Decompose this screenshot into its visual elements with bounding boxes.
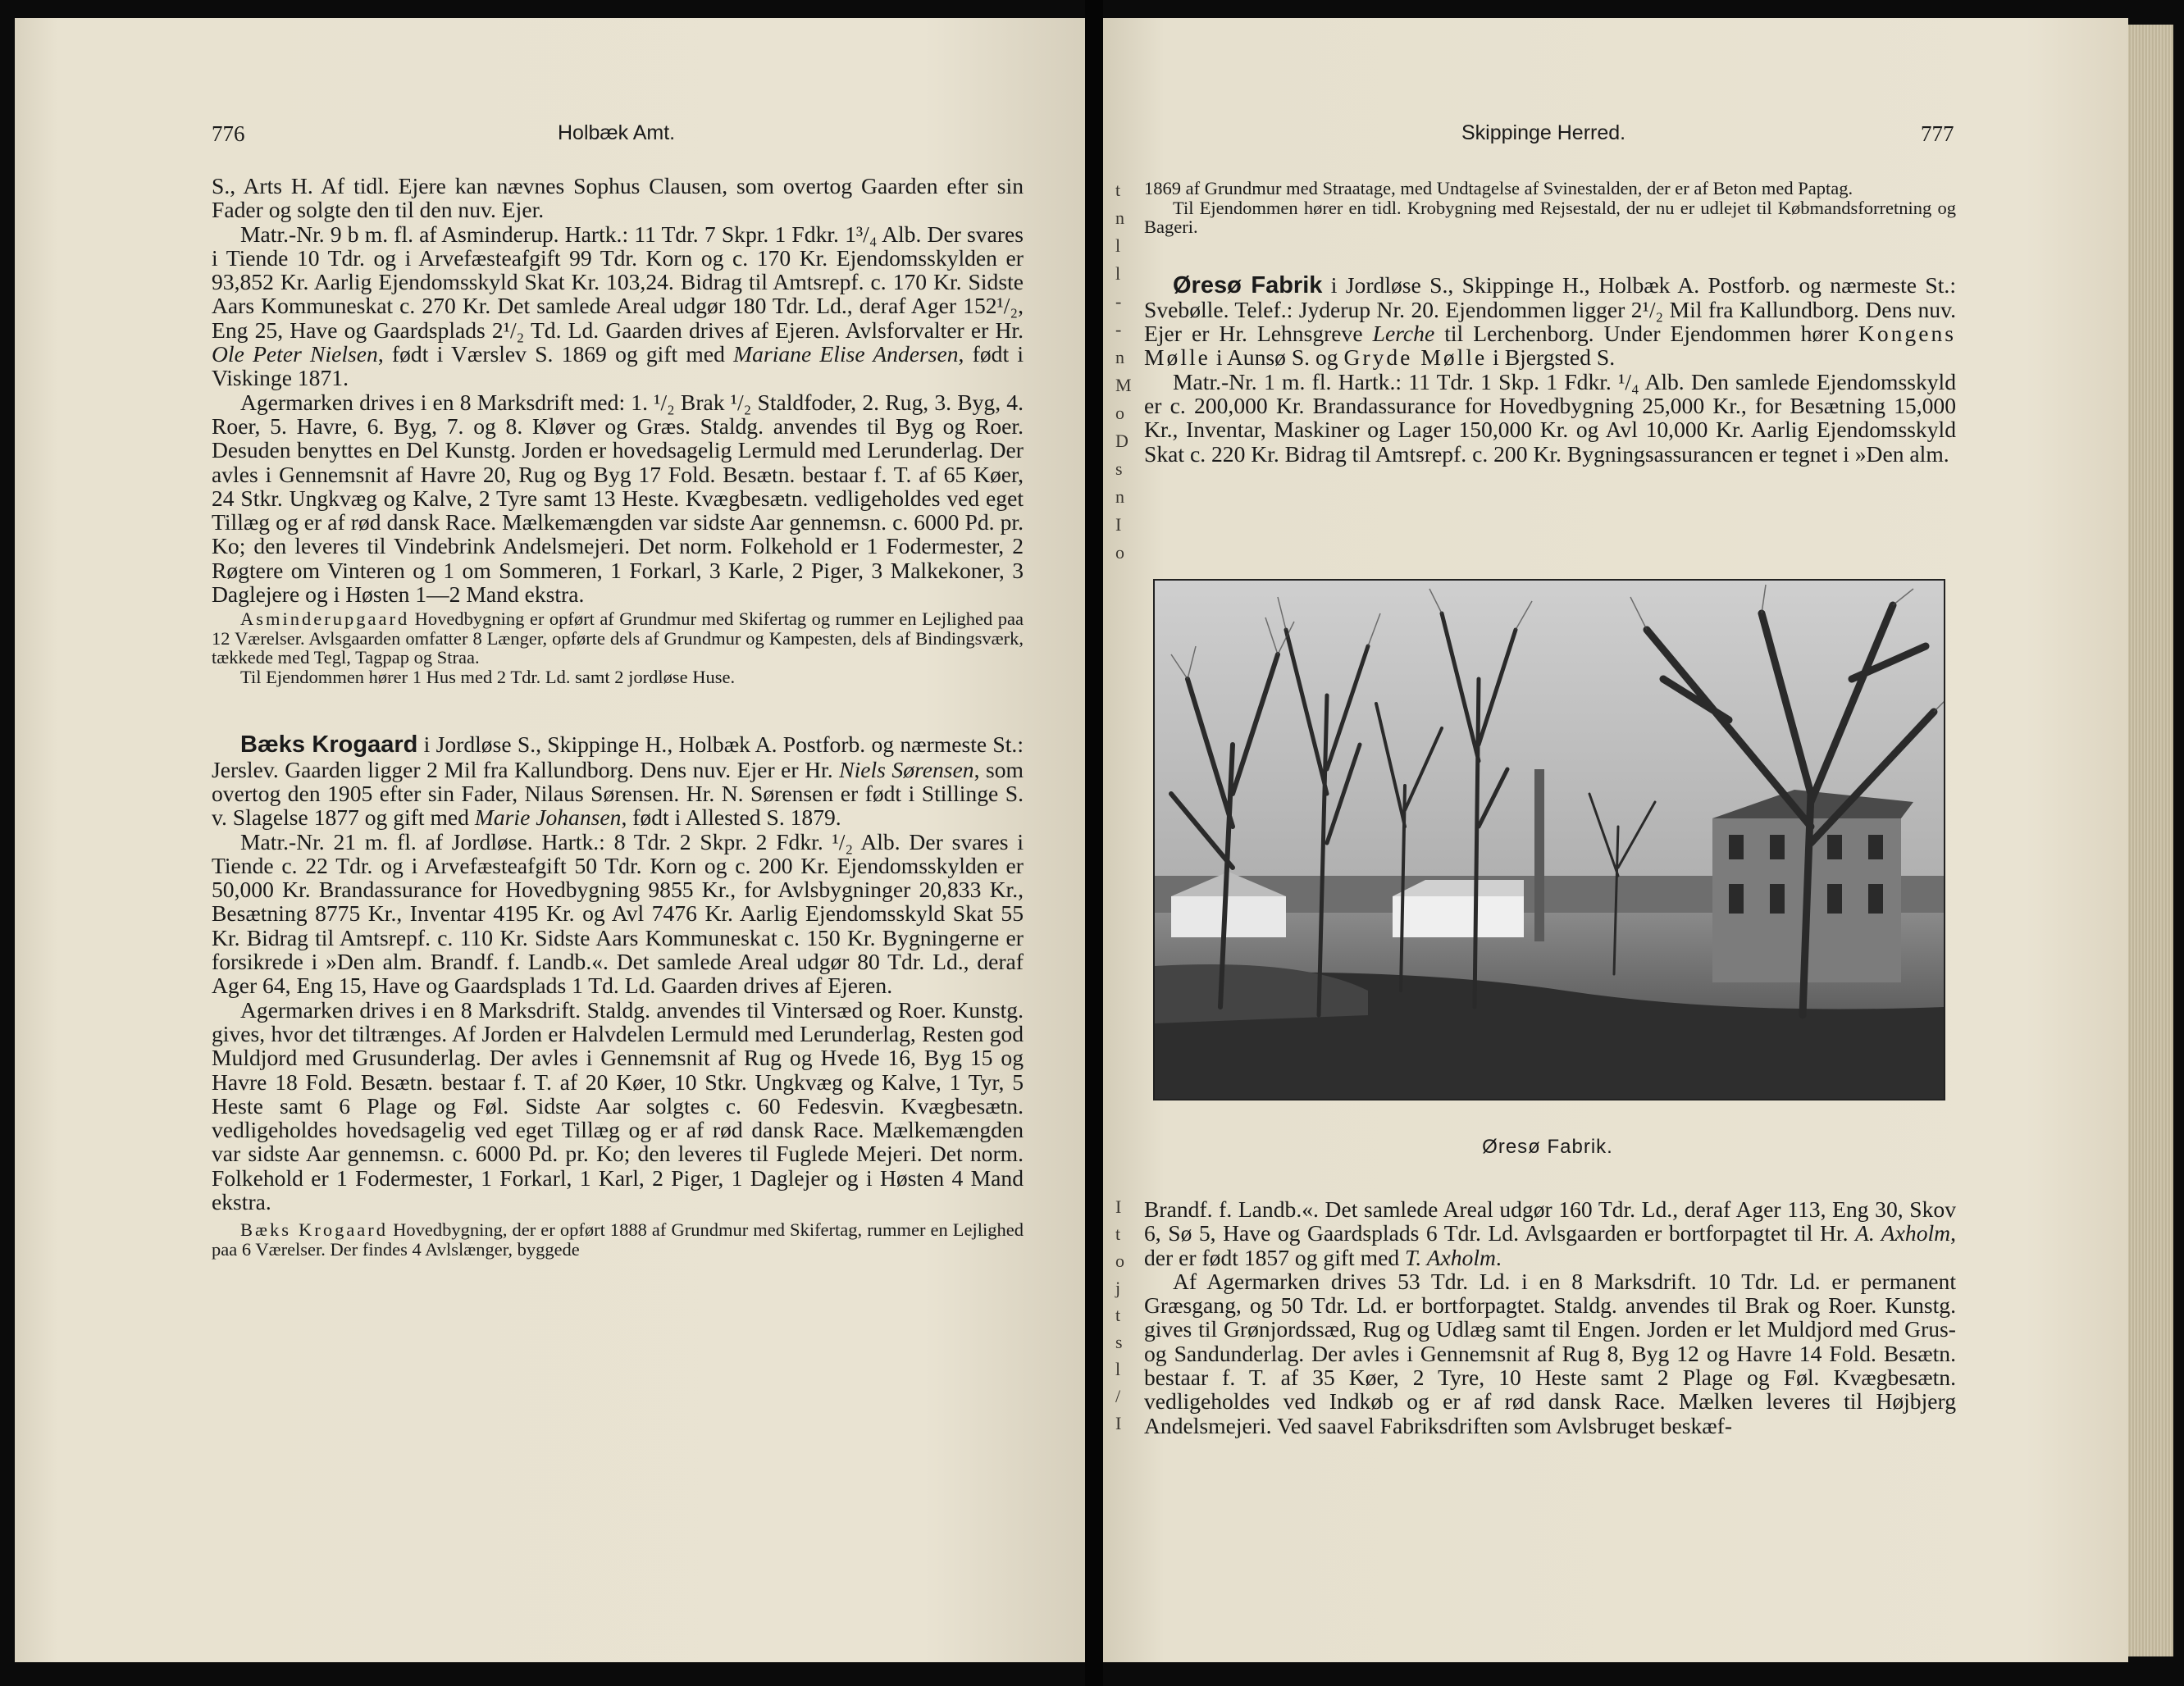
small-note: 1869 af Grundmur med Straatage, med Undtagelse af Svinestalden, der er af Beton med Paptag. Til Ejendommen hører en tidl. Krobygning med Rejsestald, der nu er udlejet til Købmandsforretning og Bageri.: [1144, 178, 1956, 237]
paragraph: Agermarken drives i en 8 Marksdrift. Staldg. anvendes til Vintersæd og Roer. Kunstg. gives, hvor det tiltrænges. Af Jorden er Halvdelen Lermuld med Lerunderlag, Resten god Muldjord med Grusunderlag. Der avles i Gennemsnit af Rug og Hvede 16, Byg 15 og Havre 18 Fold. Besætn. bestaar f. T. af 20 Køer, 10 Stkr. Ungkvæg og Kalve, 1 Tyr, 5 Heste samt 6 Plage og Føl. Sidste Aar solgtes c. 60 Fedesvin. Kvægbesætn. vedligeholdes hovedsagelig ved eget Tillæg og er af rød dansk Race. Mælkemængden var sidste Aar gennemsn. c. 6000 Pd. pr. Ko; den leveres til Fuglede Mejeri. Det norm. Folkehold er 1 Fodermester, 1 Forkarl, 1 Karl, 2 Piger, 1 Daglejer og i Høsten 4 Mand ekstra.: [212, 996, 1024, 1214]
paragraph: Matr.-Nr. 1 m. fl. Hartk.: 11 Tdr. 1 Skp. 1 Fdkr. ¹/₄ Alb. Den samlede Ejendomsskyld er c. 200,000 Kr. Brandassurance for Hovedbygning 25,000 Kr., for Besætning 15,000 Kr., Inventar, Maskiner og Lager 150,000 Kr. og Avl 10,000 Kr. Aarlig Ejendomsskyld Skat c. 220 Kr. Bidrag til Amtsrepf. c. 200 Kr. Bygningsassurancen er tegnet i »Den alm.: [1144, 368, 1956, 467]
right-column-bottom: [1144, 1197, 1956, 1438]
person-name: Ole Peter Nielsen: [212, 341, 378, 367]
small-note: Asminderupgaard Hovedbygning er opført af Grundmur med Skifertag og rummer en Lejlighed paa 12 Værelser. Avlsgaarden omfatter 8 Længer, opførte dels af Grundmur og Kampesten, dels af Bindingsværk, tækkede med Tegl, Tagpap og Straa. Til Ejendommen hører 1 Hus med 2 Tdr. Ld. samt 2 jordløse Huse.: [212, 608, 1024, 687]
paragraph: Brandf. f. Landb.«. Det samlede Areal udgør 160 Tdr. Ld., deraf Ager 113, Eng 30, Skov 6, Sø 5, Have og Gaardsplads 6 Tdr. Ld. Avlsgaarden er bortforpagtet til Hr. A. Axholm, der er født 1857 og gift med T. Axholm.: [1144, 1196, 1956, 1270]
paragraph: Øresø Fabrik i Jordløse S., Skippinge H., Holbæk A. Postforb. og nærmeste St.: Svebølle. Telef.: Jyderup Nr. 20. Ejendommen ligger 2¹/₂ Mil fra Kallundborg. Dens nuv. Ejer er Hr. Lehnsgreve Lerche til Lerchenborg. Under Ejendommen hører Kongens Mølle i Aunsø S. og Gryde Mølle i Bjergsted S.: [1144, 271, 1956, 371]
paragraph: S., Arts H. Af tidl. Ejere kan nævnes Sophus Clausen, som overtog Gaarden efter sin Fader og solgte den til den nuv. Ejer.: [212, 173, 1024, 223]
left-column: [212, 174, 1024, 1259]
paragraph: Bæks Krogaard i Jordløse S., Skippinge H., Holbæk A. Postforb. og nærmeste St.: Jerslev. Gaarden ligger 2 Mil fra Kallundborg. Dens nuv. Ejer er Hr. Niels Sørensen, som overtog den 1905 efter sin Fader, Nilaus Sørensen. Hr. N. Sørensen er født i Stillinge S. v. Slagelse 1877 og gift med Marie Johansen, født i Allested S. 1879.: [212, 731, 1024, 831]
running-head-left: Holbæk Amt.: [558, 121, 676, 144]
paragraph: Agermarken drives i en 8 Marksdrift med: 1. ¹/₂ Brak ¹/₂ Staldfoder, 2. Rug, 3. Byg, 4. Roer, 5. Havre, 6. Byg, 7. og 8. Kløver og Græs. Staldg. anvendes til Byg og Roer. Desuden benyttes en Del Kunstg. Jorden er hovedsagelig Lermuld med Lerunderlag. Der avles i Gennemsnit af Havre 20, Rug og Byg 17 Fold. Besætn. bestaar f. T. af 65 Køer, 24 Stkr. Ungkvæg og Kalve, 2 Tyre samt 13 Heste. Kvægbesætn. vedligeholdes ved eget Tillæg og er af rød dansk Race. Mælkemængden var sidste Aar gennemsn. c. 6000 Pd. pr. Ko; den leveres til Vindebrink Andelsmejeri. Det norm. Folkehold er 1 Fodermester, 2 Røgtere om Vinteren og 1 om Sommeren, 1 Forkarl, 3 Karle, 2 Piger, 3 Malkekoner, 3 Daglejere og i Høsten 1—2 Mand ekstra.: [212, 389, 1024, 608]
margin-marks: t n l l - - n M o D s n I o: [1115, 180, 1132, 563]
small-note: Bæks Krogaard Hovedbygning, der er opført 1888 af Grundmur med Skifertag, rummer en Lejlighed paa 6 Værelser. Der findes 4 Avlslænger, byggede: [212, 1219, 1024, 1260]
person-name: Mariane Elise Andersen: [733, 341, 959, 367]
right-column-top: [1144, 179, 1956, 466]
paragraph: Matr.-Nr. 9 b m. fl. af Asminderup. Hartk.: 11 Tdr. 7 Skpr. 1 Fdkr. 1³/₄ Alb. Der svares i Tiende 10 Tdr. og i Arvefæsteafgift 99 Tdr. Korn og c. 170 Kr. Ejendomsskylden er 93,852 Kr. Aarlig Ejendomsskyld Skat Kr. 103,24. Bidrag til Amtsrepf. c. 170 Kr. Sidste Aars Kommuneskat c. 270 Kr. Det samlede Areal udgør 180 Tdr. Ld., deraf Ager 152¹/₂, Eng 25, Have og Gaardsplads 2¹/₂ Td. Ld. Gaarden drives af Ejeren. Avlsforvalter er Hr. Ole Peter Nielsen, født i Værslev S. 1869 og gift med Mariane Elise Andersen, født i Viskinge 1871.: [212, 221, 1024, 391]
section-heading: Bæks Krogaard: [240, 731, 418, 759]
gutter: [1085, 0, 1103, 1686]
paragraph: Af Agermarken drives 53 Tdr. Ld. i en 8 Marksdrift. 10 Tdr. Ld. er permanent Græsgang, og 50 Tdr. Ld. er bortforpagtet. Staldg. anvendes til Brak og Roer. Kunstg. gives til Grønjordssæd, Rug og Udlæg samt til Engen. Jorden er let Muldjord med Grus- og Sandunderlag. Der avles i Gennemsnit af Rug 8, Byg 12 og Havre 14 Fold. Besætn. bestaar f. T. af 35 Køer, 2 Tyre, 10 Heste samt 2 Plage og Føl. Kvægbesætn. vedligeholdes ved Indkøb og er af rød dansk Race. Mælken leveres til Højbjerg Andelsmejeri. Ved saavel Fabriksdriften som Avlsbruget beskæf-: [1144, 1268, 1956, 1438]
page-edges: [2128, 25, 2173, 1656]
section-heading: Øresø Fabrik: [1173, 271, 1323, 298]
paragraph: Matr.-Nr. 21 m. fl. af Jordløse. Hartk.: 8 Tdr. 2 Skpr. 2 Fdkr. ¹/₂ Alb. Der svares i Tiende c. 22 Tdr. og i Arvefæsteafgift 50 Tdr. Korn og c. 200 Kr. Ejendomsskylden er 50,000 Kr. Brandassurance for Hovedbygning 9855 Kr., for Avlsbygninger 20,833 Kr., Besætning 8775 Kr., Inventar 4195 Kr. og Avl 7476 Kr. Aarlig Ejendomsskyld Skat 55 Kr. Bidrag til Amtsrepf. c. 110 Kr. Sidste Aars Kommuneskat c. 150 Kr. Bygningerne er forsikrede i »Den alm. Brandf. f. Landb.«. Det samlede Areal udgør 80 Tdr. Ld., deraf Ager 64, Eng 15, Have og Gaardsplads 1 Td. Ld. Gaarden drives af Ejeren.: [212, 828, 1024, 999]
factory-photograph: [1153, 579, 1945, 1100]
page-number-left: 776: [212, 121, 245, 146]
running-head-right: Skippinge Herred.: [1461, 121, 1626, 144]
margin-marks-lower: I t o j t s l / I: [1115, 1196, 1124, 1433]
page-number-right: 777: [1921, 121, 1954, 146]
photo-caption: Øresø Fabrik.: [1482, 1136, 1613, 1158]
